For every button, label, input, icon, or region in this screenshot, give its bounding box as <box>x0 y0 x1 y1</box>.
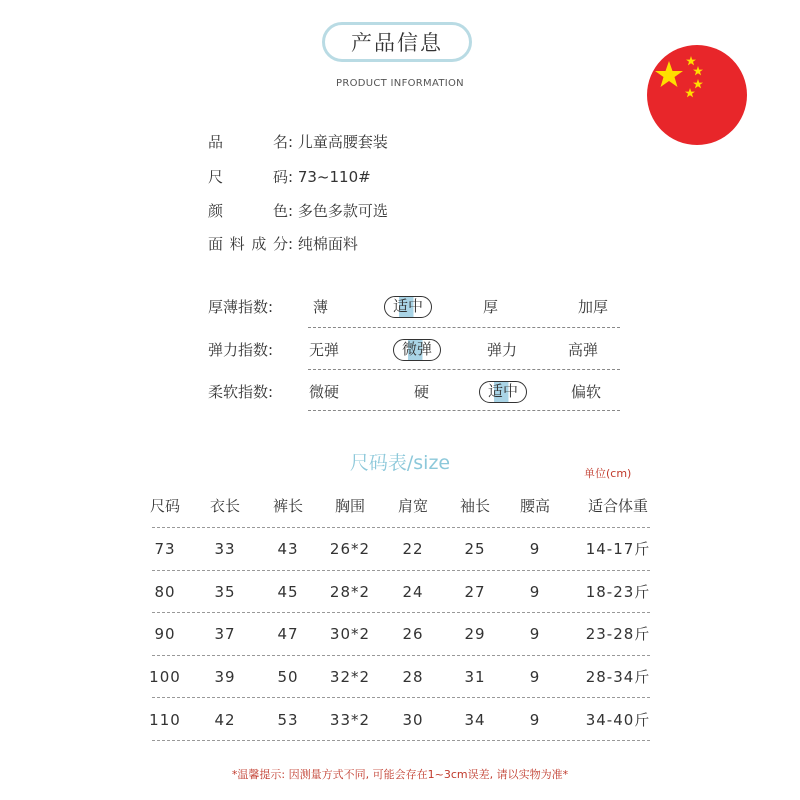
table-cell: 23-28斤 <box>585 625 651 643</box>
size-table-title: 尺码表/size <box>349 452 451 474</box>
header-title: 产品信息 <box>322 22 472 62</box>
table-header-cell: 袖长 <box>459 497 490 515</box>
table-cell: 30*2 <box>329 625 371 643</box>
softness-option: 硬 <box>414 383 430 401</box>
table-header-cell: 尺码 <box>149 497 180 515</box>
table-header-cell: 适合体重 <box>587 497 648 515</box>
table-cell: 53 <box>277 711 299 729</box>
info-label: 颜色 <box>208 202 288 220</box>
table-cell: 9 <box>529 583 541 601</box>
table-cell: 30 <box>402 711 424 729</box>
thickness-option: 加厚 <box>578 298 609 316</box>
elasticity-index-label: 弹力指数: <box>208 341 274 359</box>
softness-option: 偏软 <box>571 383 602 401</box>
softness-option-selected: 适中 <box>479 381 527 403</box>
table-row-divider <box>152 655 650 656</box>
info-row-fabric: 面料成分: 纯棉面料 <box>208 232 358 256</box>
header-subtitle: PRODUCT INFORMATION <box>336 78 464 89</box>
table-cell: 14-17斤 <box>585 540 651 558</box>
table-cell: 28*2 <box>329 583 371 601</box>
info-label: 面料成分 <box>208 235 288 253</box>
info-value: 多色多款可选 <box>297 202 388 220</box>
table-row-divider <box>152 527 650 528</box>
measurement-tip: *温馨提示: 因测量方式不同, 可能会存在1~3cm误差, 请以实物为准* <box>231 768 569 781</box>
table-header-cell: 裤长 <box>272 497 303 515</box>
table-cell: 9 <box>529 540 541 558</box>
china-flag-icon <box>647 45 747 145</box>
thickness-option: 厚 <box>483 298 499 316</box>
table-cell: 110 <box>149 711 181 729</box>
softness-option: 微硬 <box>309 383 340 401</box>
table-cell: 33 <box>214 540 236 558</box>
table-cell: 90 <box>154 625 176 643</box>
table-cell: 34-40斤 <box>585 711 651 729</box>
elasticity-option: 弹力 <box>487 341 518 359</box>
table-cell: 29 <box>464 625 486 643</box>
table-header-cell: 衣长 <box>209 497 240 515</box>
table-cell: 80 <box>154 583 176 601</box>
elasticity-option-selected: 微弹 <box>393 339 441 361</box>
table-cell: 9 <box>529 711 541 729</box>
divider <box>308 327 620 328</box>
info-label: 品名 <box>208 133 288 151</box>
table-cell: 35 <box>214 583 236 601</box>
table-cell: 26 <box>402 625 424 643</box>
table-cell: 42 <box>214 711 236 729</box>
table-cell: 31 <box>464 668 486 686</box>
table-row-divider <box>152 570 650 571</box>
table-cell: 26*2 <box>329 540 371 558</box>
table-cell: 24 <box>402 583 424 601</box>
table-cell: 28-34斤 <box>585 668 651 686</box>
info-row-color: 颜色: 多色多款可选 <box>208 199 388 223</box>
table-header-cell: 腰高 <box>519 497 550 515</box>
thickness-option-selected: 适中 <box>384 296 432 318</box>
table-header-cell: 肩宽 <box>397 497 428 515</box>
table-cell: 100 <box>149 668 181 686</box>
table-row-divider <box>152 697 650 698</box>
table-cell: 9 <box>529 625 541 643</box>
elasticity-option: 高弹 <box>568 341 599 359</box>
info-value: 纯棉面料 <box>297 235 358 253</box>
elasticity-option: 无弹 <box>309 341 340 359</box>
table-cell: 18-23斤 <box>585 583 651 601</box>
table-cell: 45 <box>277 583 299 601</box>
table-cell: 32*2 <box>329 668 371 686</box>
table-cell: 50 <box>277 668 299 686</box>
table-cell: 33*2 <box>329 711 371 729</box>
table-cell: 47 <box>277 625 299 643</box>
table-row-divider <box>152 612 650 613</box>
table-cell: 25 <box>464 540 486 558</box>
info-value: 儿童高腰套装 <box>297 133 388 151</box>
table-header-cell: 胸围 <box>334 497 365 515</box>
softness-index-label: 柔软指数: <box>208 383 274 401</box>
table-cell: 9 <box>529 668 541 686</box>
thickness-index-label: 厚薄指数: <box>208 298 274 316</box>
thickness-option: 薄 <box>313 298 329 316</box>
table-cell: 73 <box>154 540 176 558</box>
table-cell: 22 <box>402 540 424 558</box>
table-cell: 27 <box>464 583 486 601</box>
info-row-name: 品名: 儿童高腰套装 <box>208 130 388 154</box>
divider <box>308 369 620 370</box>
table-cell: 34 <box>464 711 486 729</box>
info-value: 73~110# <box>297 168 371 186</box>
info-row-size: 尺码: 73~110# <box>208 165 371 189</box>
table-cell: 43 <box>277 540 299 558</box>
info-label: 尺码 <box>208 168 288 186</box>
table-cell: 37 <box>214 625 236 643</box>
table-cell: 39 <box>214 668 236 686</box>
table-cell: 28 <box>402 668 424 686</box>
table-row-divider <box>152 740 650 741</box>
divider <box>308 410 620 411</box>
unit-label: 单位(cm) <box>584 467 632 480</box>
